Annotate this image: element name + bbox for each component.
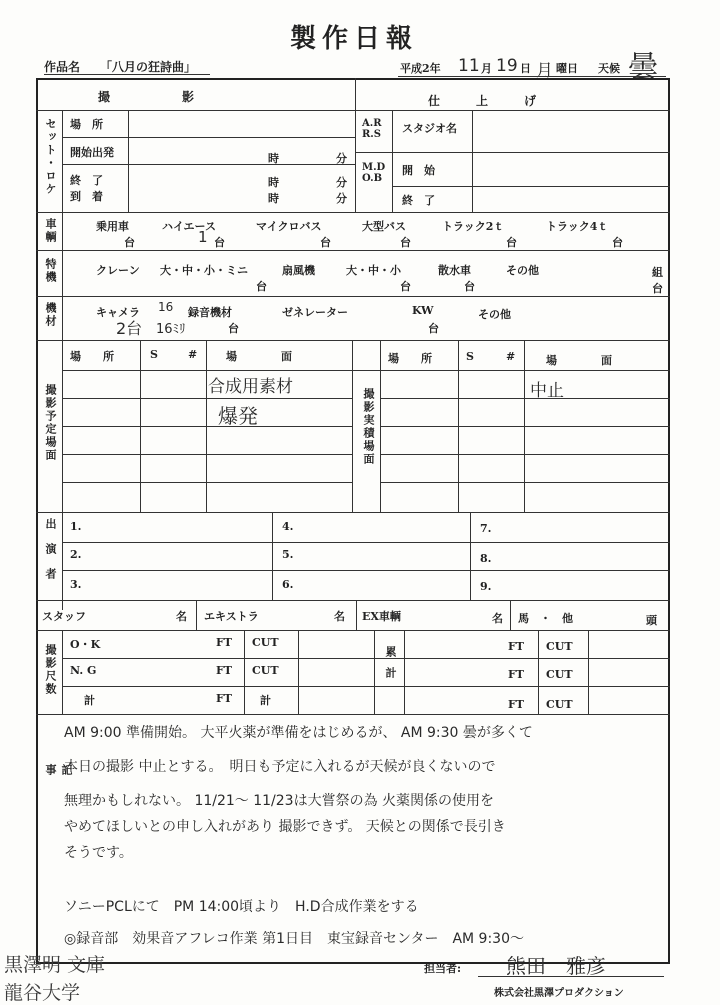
water-label: 散水車 bbox=[438, 264, 471, 277]
hline bbox=[36, 212, 670, 213]
horse-label: 馬 ・ 他 bbox=[518, 612, 573, 625]
work-underline bbox=[44, 74, 210, 75]
ok-ft: FT bbox=[216, 636, 232, 649]
car-unit: 台 bbox=[124, 236, 135, 249]
note-line-4: やめてほしいとの申し入れがあり 撮影できず。 天候との関係で長引き bbox=[64, 819, 506, 835]
total-ft: FT bbox=[216, 692, 232, 705]
crane-unit: 台 bbox=[256, 280, 267, 293]
vline bbox=[374, 630, 375, 714]
fan-label: 扇風機 bbox=[282, 264, 315, 277]
other-unit: 台 bbox=[652, 282, 663, 295]
planned-scene-2: 爆発 bbox=[218, 404, 258, 428]
ex-vehicle-label: EX車輌 bbox=[362, 610, 401, 623]
hline bbox=[62, 658, 670, 659]
ok-label: O・K bbox=[70, 638, 101, 651]
vline bbox=[356, 600, 357, 630]
planned-s-header: S bbox=[150, 348, 158, 361]
hline bbox=[62, 370, 670, 371]
ok-cut: CUT bbox=[252, 636, 279, 649]
car-label: 乗用車 bbox=[96, 220, 129, 233]
hline bbox=[380, 454, 670, 455]
hiace-label: ハイエース bbox=[162, 220, 217, 233]
studio-label: スタジオ名 bbox=[402, 122, 457, 135]
actual-hash-header: # bbox=[506, 350, 516, 363]
staff-label: スタッフ bbox=[42, 610, 86, 623]
vline bbox=[62, 110, 63, 610]
hline bbox=[36, 714, 670, 715]
vline bbox=[404, 630, 405, 714]
cast-slot-4: 4. bbox=[282, 520, 294, 533]
vline bbox=[244, 630, 245, 714]
truck4-unit: 台 bbox=[612, 236, 623, 249]
hline bbox=[62, 398, 352, 399]
note-line-3: 無理かもしれない。 11/21〜 11/23は大嘗祭の為 火薬関係の使用を bbox=[64, 793, 495, 809]
audio-label: 録音機材 bbox=[188, 306, 232, 319]
microbus-label: マイクロバス bbox=[256, 220, 322, 233]
hiace-unit: 台 bbox=[214, 236, 225, 249]
kw-label: KW bbox=[412, 304, 434, 317]
cum-ng-cut: CUT bbox=[546, 668, 573, 681]
camera-label: キャメラ bbox=[96, 306, 140, 319]
note-line-7: ◎録音部 効果音アフレコ作業 第1日目 東宝録音センター AM 9:30〜 bbox=[64, 931, 524, 947]
ex-vehicle-unit: 名 bbox=[492, 612, 503, 625]
hline bbox=[62, 482, 352, 483]
planned-label: 撮影予定場面 bbox=[44, 384, 57, 462]
ars-label: A.R R.S bbox=[362, 118, 382, 140]
planned-scene-header: 場 面 bbox=[226, 350, 292, 363]
microbus-unit: 台 bbox=[320, 236, 331, 249]
vline bbox=[128, 110, 129, 212]
start-label: 開 始 bbox=[402, 164, 435, 177]
extra-unit: 名 bbox=[334, 610, 345, 623]
note-line-5: そうです。 bbox=[64, 845, 133, 861]
weekday-label: 曜日 bbox=[556, 62, 578, 75]
cum-total-ft: FT bbox=[508, 698, 524, 711]
shooting-header: 撮 影 bbox=[98, 90, 195, 104]
cast-slot-9: 9. bbox=[480, 580, 492, 593]
equipment-label: 機材 bbox=[44, 302, 57, 328]
hline bbox=[62, 454, 352, 455]
minute-label: 分 bbox=[336, 192, 347, 205]
ng-label: N. G bbox=[70, 664, 97, 677]
watermark-line2: 龍谷大学 bbox=[4, 982, 81, 1004]
finishing-header: 仕 上 げ bbox=[428, 94, 537, 108]
hline bbox=[355, 152, 670, 153]
actual-s-header: S bbox=[466, 350, 474, 363]
cast-slot-7: 7. bbox=[480, 522, 492, 535]
crane-sizes: 大・中・小・ミニ bbox=[160, 264, 248, 277]
minute-label: 分 bbox=[336, 176, 347, 189]
total-label: 計 bbox=[84, 694, 95, 707]
vehicle-label: 車輌 bbox=[44, 218, 57, 244]
bus-label: 大型バス bbox=[362, 220, 406, 233]
vline bbox=[588, 630, 589, 714]
fan-sizes: 大・中・小 bbox=[346, 264, 401, 277]
cast-slot-8: 8. bbox=[480, 552, 492, 565]
start-depart-label: 開始出発 bbox=[70, 146, 114, 159]
arrive-label: 到 着 bbox=[70, 190, 103, 203]
cum-ng-ft: FT bbox=[508, 668, 524, 681]
truck2-label: トラック2ｔ bbox=[442, 220, 505, 233]
hline bbox=[380, 398, 670, 399]
hline bbox=[62, 686, 670, 687]
special-other: その他 bbox=[506, 264, 539, 277]
cast-slot-5: 5. bbox=[282, 548, 294, 561]
date-underline bbox=[398, 76, 666, 77]
vline bbox=[510, 600, 511, 630]
signer-name: 熊田 雅彦 bbox=[506, 954, 606, 978]
weekday: 月 bbox=[536, 61, 553, 81]
actual-place-header: 場 所 bbox=[388, 352, 432, 365]
vline bbox=[470, 512, 471, 600]
cast-slot-1: 1. bbox=[70, 520, 82, 533]
planned-place-header: 場 所 bbox=[70, 350, 114, 363]
work-title: 「八月の狂詩曲」 bbox=[100, 60, 197, 74]
vline bbox=[272, 512, 273, 600]
hline bbox=[36, 296, 670, 297]
note-line-6: ソニーPCLにて PM 14:00頃より H.D合成作業をする bbox=[64, 899, 419, 915]
hline bbox=[380, 482, 670, 483]
total-sub: 計 bbox=[260, 694, 271, 707]
hline bbox=[36, 600, 670, 601]
place-label: 場 所 bbox=[70, 118, 103, 131]
work-label: 作品名 bbox=[44, 60, 81, 74]
note-line-1: AM 9:00 準備開始。 大平火薬が準備をはじめるが、 AM 9:30 曇が多くて bbox=[64, 725, 533, 741]
hline bbox=[62, 164, 355, 165]
hline bbox=[36, 250, 670, 251]
notes-label: 記 事 bbox=[44, 764, 73, 966]
hour-label: 時 bbox=[268, 152, 279, 165]
mdob-label: M.D O.B bbox=[362, 162, 386, 184]
vline bbox=[355, 78, 356, 212]
equipment-other: その他 bbox=[478, 308, 511, 321]
hline bbox=[36, 512, 670, 513]
special-label: 特機 bbox=[44, 258, 57, 284]
vline bbox=[62, 630, 63, 714]
truck2-unit: 台 bbox=[506, 236, 517, 249]
signer-label: 担当者: bbox=[424, 962, 462, 975]
end-label: 終 了 bbox=[70, 174, 103, 187]
vline bbox=[298, 630, 299, 714]
hline bbox=[62, 542, 670, 543]
vline bbox=[472, 110, 473, 212]
minute-label: 分 bbox=[336, 152, 347, 165]
date-prefix: 平成2年 bbox=[400, 62, 441, 75]
hline bbox=[36, 340, 670, 341]
actual-scene-note: 中止 bbox=[530, 381, 564, 401]
fan-unit: 台 bbox=[400, 280, 411, 293]
month-label: 月 bbox=[481, 62, 492, 75]
hline bbox=[392, 186, 670, 187]
hour-label: 時 bbox=[268, 176, 279, 189]
vline bbox=[392, 110, 393, 212]
hline bbox=[62, 426, 352, 427]
date-day: 19 bbox=[496, 56, 518, 76]
cumulative-label: 累計 bbox=[384, 646, 397, 688]
vline bbox=[352, 340, 353, 512]
crane-label: クレーン bbox=[96, 264, 140, 277]
ng-cut: CUT bbox=[252, 664, 279, 677]
planned-scene-1: 合成用素材 bbox=[208, 377, 293, 397]
actual-label: 撮影実積場面 bbox=[362, 388, 375, 466]
water-unit: 台 bbox=[464, 280, 475, 293]
cast-slot-6: 6. bbox=[282, 578, 294, 591]
camera-size: 16ﾐﾘ bbox=[156, 322, 186, 337]
hour-label: 時 bbox=[268, 192, 279, 205]
cast-slot-2: 2. bbox=[70, 548, 82, 561]
date-month: 11 bbox=[458, 56, 480, 76]
weather-label: 天候 bbox=[598, 62, 620, 75]
horse-unit: 頭 bbox=[646, 614, 657, 627]
camera-note: 16 bbox=[158, 300, 174, 314]
extra-label: エキストラ bbox=[204, 610, 259, 623]
hline bbox=[62, 137, 355, 138]
vline bbox=[196, 600, 197, 630]
note-line-2: 本日の撮影 中止とする。 明日も予定に入れるが天候が良くないので bbox=[64, 759, 496, 775]
watermark-line1: 黒澤明 文庫 bbox=[4, 954, 106, 976]
hline bbox=[380, 426, 670, 427]
cum-ok-cut: CUT bbox=[546, 640, 573, 653]
hline bbox=[36, 110, 670, 111]
bus-unit: 台 bbox=[400, 236, 411, 249]
cum-total-cut: CUT bbox=[546, 698, 573, 711]
hline bbox=[62, 570, 670, 571]
cum-ok-ft: FT bbox=[508, 640, 524, 653]
ng-ft: FT bbox=[216, 664, 232, 677]
vline bbox=[538, 630, 539, 714]
special-set: 組 bbox=[652, 266, 663, 279]
footage-label: 撮影尺数 bbox=[44, 644, 57, 696]
day-label: 日 bbox=[520, 62, 531, 75]
kw-unit: 台 bbox=[428, 322, 439, 335]
staff-unit: 名 bbox=[176, 610, 187, 623]
signer-underline bbox=[478, 976, 664, 977]
cast-slot-3: 3. bbox=[70, 578, 82, 591]
company-name: 株式会社黒澤プロダクション bbox=[494, 988, 624, 999]
finish-label: 終 了 bbox=[402, 194, 435, 207]
camera-count: 2台 bbox=[116, 319, 143, 338]
set-loc-label: セット・ロケ bbox=[44, 118, 57, 196]
generator-label: ゼネレーター bbox=[282, 306, 348, 319]
audio-unit: 台 bbox=[228, 322, 239, 335]
actual-scene-header: 場 面 bbox=[546, 354, 612, 367]
page-title: 製作日報 bbox=[290, 24, 419, 54]
truck4-label: トラック4ｔ bbox=[546, 220, 609, 233]
weather-value: 曇 bbox=[628, 50, 658, 85]
hiace-count: 1 bbox=[198, 228, 208, 246]
hline bbox=[36, 630, 670, 631]
planned-hash-header: # bbox=[188, 348, 198, 361]
cast-label: 出演者 bbox=[44, 518, 57, 593]
